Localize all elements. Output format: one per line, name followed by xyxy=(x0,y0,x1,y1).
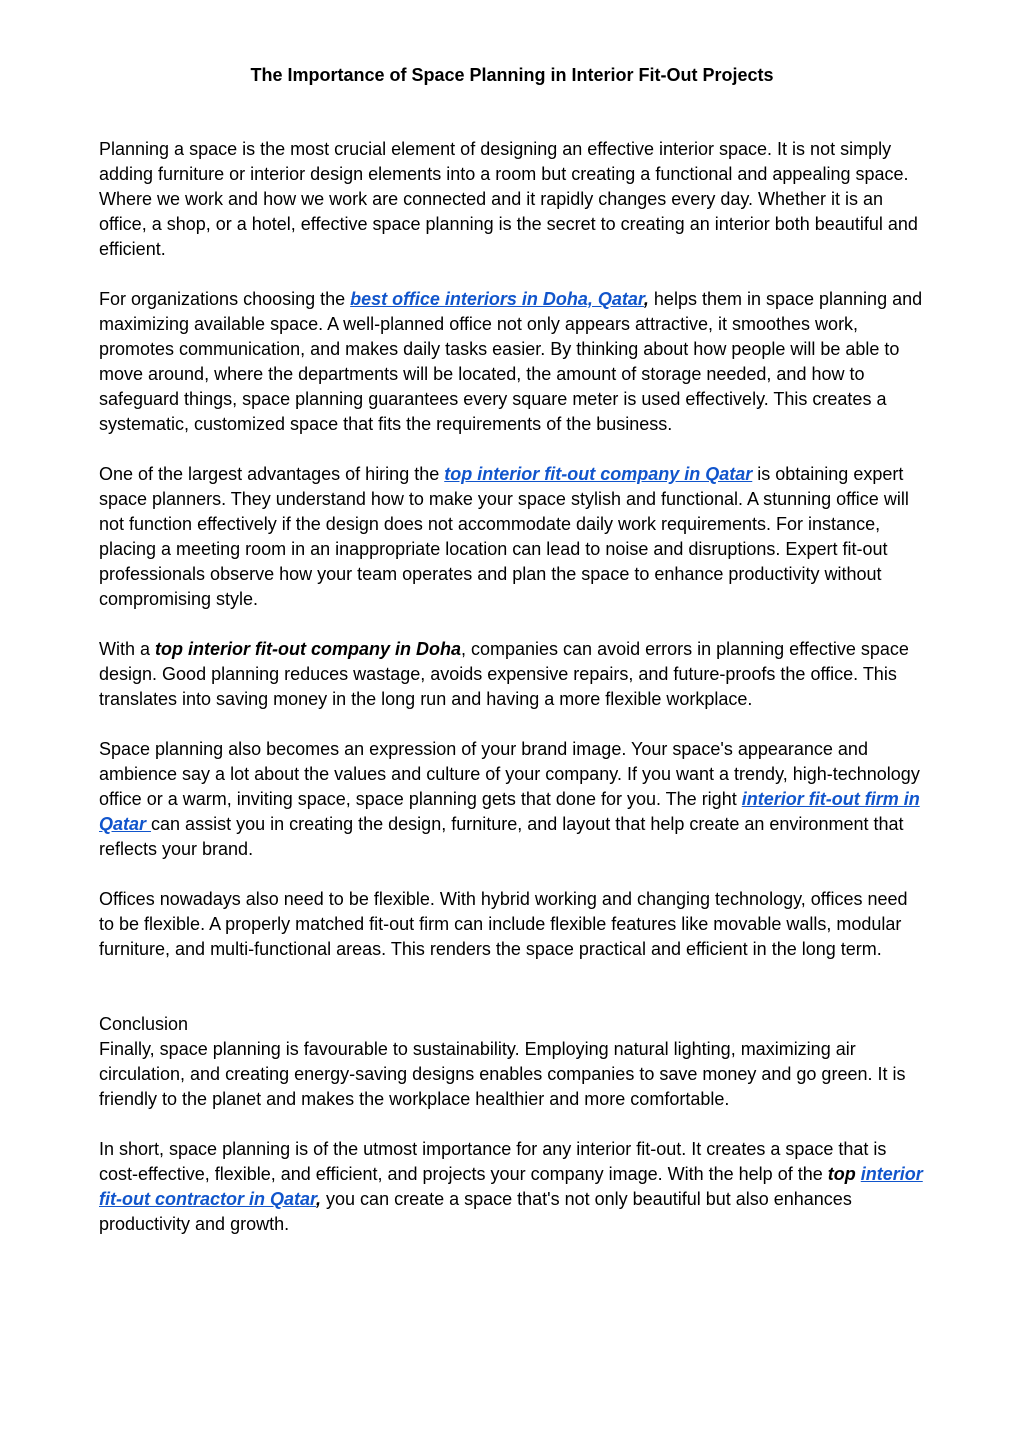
paragraph-sustainability: Finally, space planning is favourable to sustainability. Employing natural lighting, maximizing air circulation, and creating energy-saving designs enables companies to save money and go green. It is friendly to the planet and makes the workplace healthier and more comfortable. xyxy=(99,1039,906,1109)
document-title: The Importance of Space Planning in Interior Fit-Out Projects xyxy=(250,65,774,85)
paragraph-text: can assist you in creating the design, furniture, and layout that help create an environment that reflects your brand. xyxy=(99,814,904,859)
paragraph-flexibility: Offices nowadays also need to be flexible. With hybrid working and changing technology, offices need to be flexible. A properly matched fit-out firm can include flexible features like movable walls, modular furniture, and multi-functional areas. This renders the space practical and efficient in the long term. xyxy=(99,889,908,959)
paragraph-text: For organizations choosing the xyxy=(99,289,351,309)
conclusion-heading: Conclusion xyxy=(99,1014,189,1034)
paragraph-expert-planners xyxy=(99,462,925,612)
link-fitout-contractor-qatar[interactable]: interior fit-out contractor in Qatar xyxy=(99,1164,923,1209)
paragraph-intro: Planning a space is the most crucial element of designing an effective interior space. It is not simply adding furniture or interior design elements into a room but creating a functional and appealing space. Where we work and how we work are connected and it rapidly changes every day. Whether it is an office, a shop, or a hotel, effective space planning is the secret to creating an interior both beautiful and efficient. xyxy=(99,139,918,259)
paragraph-text: you can create a space that's not only beautiful but also enhances productivity and growth. xyxy=(99,1189,852,1234)
paragraph-text: is obtaining expert space planners. They understand how to make your space stylish and functional. A stunning office will not function effectively if the design does not accommodate daily work requirements. For instance, placing a meeting room in an inappropriate location can lead to noise and disruptions. Expert fit-out professionals observe how your team operates and plan the space to enhance productivity without compromising style. xyxy=(99,464,909,609)
link-top-fitout-company-qatar[interactable]: top interior fit-out company in Qatar xyxy=(444,464,753,484)
paragraph-text: helps them in space planning and maximizing available space. A well-planned office not only appears attractive, it smoothes work, promotes communication, and makes daily tasks easier. By thinking about how people will be able to move around, where the departments will be located, the amount of storage needed, and how to safeguard things, space planning guarantees every square meter is used effectively. This creates a systematic, customized space that fits the requirements of the business. xyxy=(99,289,923,434)
emphasis-comma: , xyxy=(643,289,649,309)
paragraph-office-interiors xyxy=(99,287,925,437)
emphasis-fitout-company-doha: top interior fit-out company in Doha xyxy=(155,639,461,659)
document-body xyxy=(99,137,925,1262)
paragraph-avoid-errors xyxy=(99,637,925,712)
paragraph-text: Space planning also becomes an expression of your brand image. Your space's appearance and ambience say a lot about the values and culture of your company. If you want a trendy, high-technology office or a warm, inviting space, space planning gets that done for you. The right xyxy=(99,739,920,809)
section-spacer xyxy=(99,962,925,1012)
paragraph-text: In short, space planning is of the utmost importance for any interior fit-out. It creates a space that is cost-effective, flexible, and efficient, and projects your company image. With the help of the xyxy=(99,1139,887,1184)
emphasis-comma: , xyxy=(316,1189,322,1209)
paragraph-text: One of the largest advantages of hiring the xyxy=(99,464,445,484)
paragraph-brand-image xyxy=(99,737,925,862)
link-fitout-firm-qatar[interactable]: interior fit-out firm in Qatar xyxy=(99,789,920,834)
paragraph-summary xyxy=(99,1137,925,1237)
paragraph-text: With a xyxy=(99,639,156,659)
paragraph-text: , companies can avoid errors in planning effective space design. Good planning reduces wastage, avoids expensive repairs, and future-proofs the office. This translates into saving money in the long run and having a more flexible workplace. xyxy=(99,639,909,709)
link-best-office-interiors[interactable]: best office interiors in Doha, Qatar xyxy=(350,289,644,309)
emphasis-top: top xyxy=(827,1164,861,1184)
